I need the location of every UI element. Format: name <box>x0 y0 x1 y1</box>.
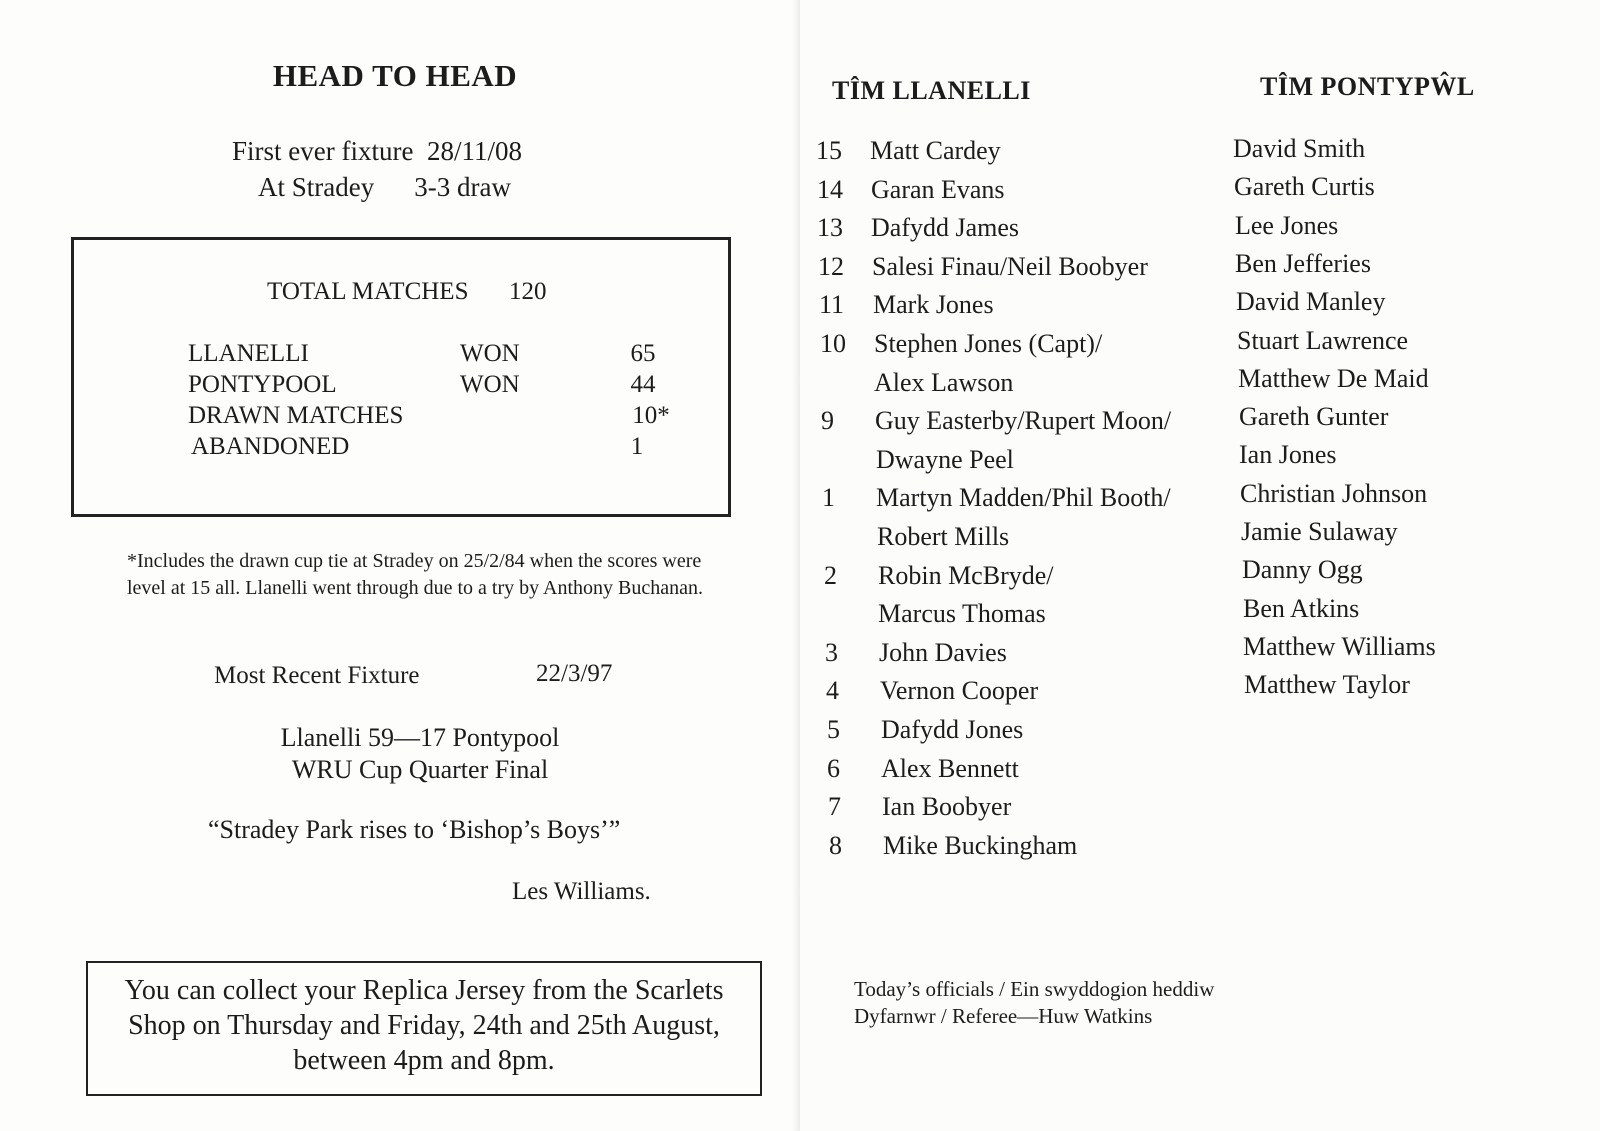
stat-result: WON <box>460 340 520 367</box>
stat-team: ABANDONED <box>191 433 350 460</box>
pontypool-player-name: Matthew De Maid <box>1238 363 1429 393</box>
recent-fixture-date: 22/3/97 <box>536 660 613 687</box>
notice-line: between 4pm and 8pm. <box>293 1045 555 1076</box>
total-matches-value: 120 <box>509 278 547 305</box>
stat-count: 65 <box>630 340 656 367</box>
llanelli-player-name: Dwayne Peel <box>876 444 1014 474</box>
llanelli-player-name: Vernon Cooper <box>880 676 1039 706</box>
llanelli-player-name: Ian Boobyer <box>882 792 1012 822</box>
total-matches-label: TOTAL MATCHES <box>267 278 469 305</box>
llanelli-player-name: Garan Evans <box>871 174 1005 204</box>
pontypool-player-name: Gareth Gunter <box>1239 402 1389 432</box>
llanelli-player-number: 2 <box>824 560 837 590</box>
pontypool-player-name: Gareth Curtis <box>1234 172 1375 202</box>
recent-fixture-result: Llanelli 59—17 Pontypool <box>280 723 560 752</box>
pontypool-player-name: Matthew Taylor <box>1244 670 1410 700</box>
llanelli-player-name: Robert Mills <box>877 522 1010 551</box>
pontypool-player-name: Lee Jones <box>1235 210 1339 240</box>
quote-author: Les Williams. <box>512 878 651 905</box>
pontypool-player-name: Jamie Sulaway <box>1241 517 1398 546</box>
llanelli-player-number: 14 <box>817 174 843 204</box>
llanelli-player-name: Alex Bennett <box>881 753 1019 783</box>
stat-count: 10* <box>632 402 670 429</box>
pontypool-team-heading: TÎM PONTYPŴL <box>1260 72 1475 101</box>
officials-line: Today’s officials / Ein swyddogion heddiw <box>854 977 1215 1001</box>
llanelli-player-name: John Davies <box>879 637 1007 667</box>
pontypool-player-name: Ian Jones <box>1239 440 1337 470</box>
stat-count: 1 <box>630 433 644 460</box>
llanelli-player-number: 10 <box>820 329 846 358</box>
first-fixture-result: 3-3 draw <box>414 172 511 202</box>
officials-block <box>854 976 1214 1030</box>
llanelli-player-name: Stephen Jones (Capt)/ <box>874 329 1103 358</box>
first-fixture-venue-line <box>258 172 511 203</box>
pontypool-player-name: David Smith <box>1233 134 1366 163</box>
llanelli-player-number: 6 <box>827 753 840 783</box>
llanelli-player-number: 3 <box>825 637 838 667</box>
first-fixture-line: First ever fixture 28/11/08 <box>232 136 522 166</box>
llanelli-player-number: 9 <box>821 406 834 436</box>
stat-team: PONTYPOOL <box>188 371 337 398</box>
llanelli-player-number: 13 <box>817 213 843 243</box>
llanelli-player-name: Robin McBryde/ <box>878 560 1054 590</box>
right-page <box>800 0 1600 1131</box>
llanelli-player-name: Dafydd James <box>871 213 1020 243</box>
head-to-head-title: HEAD TO HEAD <box>272 58 518 93</box>
pontypool-player-name: Ben Jefferies <box>1235 248 1371 278</box>
recent-fixture-label: Most Recent Fixture <box>214 662 420 689</box>
replica-jersey-notice <box>86 961 762 1096</box>
llanelli-player-name: Matt Cardey <box>870 136 1001 165</box>
referee-line: Dyfarnwr / Referee—Huw Watkins <box>854 1004 1153 1028</box>
llanelli-player-number: 5 <box>827 715 840 744</box>
notice-line: You can collect your Replica Jersey from the Scarlets <box>124 975 724 1006</box>
stat-result: WON <box>460 371 520 398</box>
llanelli-team-heading: TÎM LLANELLI <box>832 76 1031 105</box>
llanelli-player-number: 15 <box>816 136 842 165</box>
llanelli-player-number: 12 <box>818 251 844 281</box>
pontypool-player-name: David Manley <box>1236 287 1386 317</box>
stat-team: DRAWN MATCHES <box>188 402 404 429</box>
pontypool-player-name: Matthew Williams <box>1243 631 1436 661</box>
pontypool-player-name: Ben Atkins <box>1243 593 1360 623</box>
llanelli-player-number: 8 <box>829 830 842 860</box>
llanelli-player-name: Alex Lawson <box>874 367 1014 397</box>
llanelli-player-name: Mark Jones <box>873 290 994 320</box>
stat-count: 44 <box>630 371 656 398</box>
stat-team: LLANELLI <box>188 340 309 367</box>
pontypool-player-name: Danny Ogg <box>1242 555 1363 585</box>
headline-quote: “Stradey Park rises to ‘Bishop’s Boys’” <box>208 815 621 844</box>
notice-line: Shop on Thursday and Friday, 24th and 25th August, <box>128 1010 720 1041</box>
footnote: *Includes the drawn cup tie at Stradey on 25/2/84 when the scores were level at 15 all. Llanelli went through due to a try by Anthony Buchanan. <box>127 550 703 599</box>
llanelli-player-name: Dafydd Jones <box>881 715 1024 744</box>
llanelli-player-number: 4 <box>826 676 839 706</box>
llanelli-player-name: Marcus Thomas <box>878 599 1046 629</box>
stats-box <box>71 237 731 517</box>
llanelli-player-number: 11 <box>819 290 845 320</box>
llanelli-player-name: Guy Easterby/Rupert Moon/ <box>875 406 1172 436</box>
llanelli-player-name: Mike Buckingham <box>883 830 1078 860</box>
first-fixture-venue: At Stradey <box>258 172 375 202</box>
pontypool-player-name: Stuart Lawrence <box>1237 325 1409 355</box>
llanelli-player-name: Martyn Madden/Phil Booth/ <box>876 483 1171 513</box>
recent-fixture-competition: WRU Cup Quarter Final <box>291 755 549 784</box>
pontypool-player-name: Christian Johnson <box>1240 478 1428 508</box>
llanelli-player-name: Salesi Finau/Neil Boobyer <box>872 251 1148 281</box>
llanelli-player-number: 1 <box>822 483 835 513</box>
llanelli-player-number: 7 <box>828 792 841 822</box>
